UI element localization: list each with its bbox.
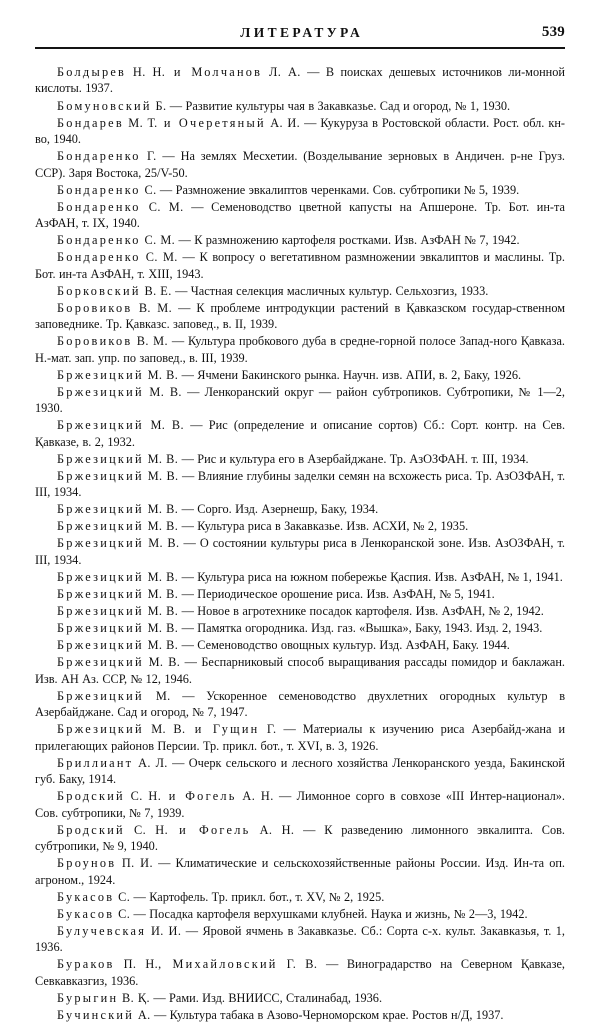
entry-author-surname: Бржезицкий (57, 603, 144, 618)
entry-author-initials: М. В. (143, 536, 180, 551)
entry-author-initials: Г. В. (277, 957, 318, 972)
entry-title: Периодическое орошение риса. Изв. АзФАН, № 5, 1941. (197, 586, 495, 601)
bibliography-entry (35, 518, 565, 534)
entry-dash: — (177, 250, 200, 265)
entry-author-initials: С. Н. (124, 789, 162, 804)
entry-author-surname: Бондаренко (57, 233, 141, 248)
bibliography-entry (35, 501, 565, 517)
entry-author-surname: Бржезицкий (57, 451, 144, 466)
entry-author-surname: Бураков (57, 957, 115, 972)
entry-author-initials: М. Т. (123, 115, 158, 130)
entry-author-surname: Бржезицкий (57, 502, 144, 517)
entry-author-initials: Г. (140, 149, 157, 164)
entry-title: Рис (определение и описание сортов) Сб.: Сорт. контр. на Сев. Қавказе, в. 2, 1932. (35, 418, 566, 449)
entry-author-initials: М. (143, 688, 171, 703)
bibliography-entry (35, 654, 565, 687)
entry-dash: — (167, 334, 189, 349)
entry-author-surname: Молчанов (191, 65, 263, 79)
bibliography-entry (35, 468, 565, 501)
entry-title: Культура пробкового дуба в средне-горной полосе Запад-ного Қавказа. Н.-мат. зап. упр. по заповед., в. III, 1939. (35, 334, 566, 365)
entry-author-conjunction: и (157, 115, 179, 130)
entry-author-initials: М. В. (143, 586, 179, 601)
entry-title: К размножению картофеля ростками. Изв. АзФАН № 7, 1942. (194, 233, 520, 248)
entry-dash: — (178, 367, 198, 382)
entry-author-initials: А. Н. (250, 822, 295, 837)
entry-dash: — (317, 957, 347, 972)
entry-author-initials: М. В. (143, 655, 181, 670)
entry-dash: — (156, 182, 176, 197)
entry-title: Семеноводство цветной капусты на Апшероне. Тр. Бот. ин-та АзФАН, т. IX, 1940. (35, 199, 565, 231)
entry-author-surname: Михайловский (172, 957, 278, 972)
bibliography-entry (35, 367, 565, 383)
entry-dash: — (181, 923, 203, 938)
entry-dash: — (166, 98, 186, 113)
entry-dash: — (171, 283, 191, 298)
entry-title: Беспарниковый способ выращивания рассады помидор и баклажан. Изв. АН Аз. ССР, № 12, 1946. (35, 655, 566, 686)
entry-title: Очерк сельского и лесного хозяйства Ленкоранского уезда, Бакинской губ. Баку, 1914. (35, 755, 565, 787)
entry-dash: — (300, 65, 326, 79)
entry-dash: — (179, 536, 200, 551)
bibliography-entry (35, 721, 565, 754)
entry-author-surname: Гущин (212, 722, 260, 737)
entry-author-initials: С. (114, 889, 131, 904)
entry-title: Частная селекция масличных культур. Сельхозгиз, 1933. (190, 283, 489, 298)
bibliography-entry (35, 1007, 565, 1023)
bibliography-entry (35, 755, 565, 788)
bibliography-entry (35, 569, 565, 585)
entry-title: Кукуруза в Ростовской области. Рост. обл. кн-во, 1940. (35, 115, 566, 146)
entry-author-surname: Бржезицкий (57, 688, 144, 703)
entry-title: Рами. Изд. ВНИИСС, Сталинабад, 1936. (169, 990, 383, 1005)
bibliography-entry (35, 182, 565, 198)
entry-title: Памятка огородника. Изд. газ. «Вышка», Баку, 1943. Изд. 2, 1943. (197, 621, 543, 636)
entry-author-initials: А. И. (265, 115, 301, 130)
entry-author-surname: Бродский (57, 822, 125, 837)
entry-author-surname: Фогель (185, 789, 237, 804)
entry-author-surname: Бржезицкий (57, 519, 144, 534)
entry-author-surname: Боровиков (57, 334, 133, 349)
entry-author-surname: Бржезицкий (57, 638, 144, 653)
bibliography-entry (35, 451, 565, 467)
entry-title: Размножение эвкалиптов черенками. Сов. субтропики № 5, 1939. (175, 182, 520, 197)
entry-author-initials: В. Е. (140, 283, 172, 298)
entry-author-initials: М. В. (143, 638, 179, 653)
entry-author-initials: С. М. (140, 199, 184, 214)
bibliography-entry (35, 637, 565, 653)
entry-author-surname: Бондаренко (57, 182, 141, 197)
entry-author-initials: А. Л. (133, 755, 168, 770)
bibliography-entry (35, 620, 565, 636)
bibliography-entry (35, 788, 565, 821)
entry-author-surname: Боровиков (57, 300, 133, 315)
bibliography-entry (35, 417, 565, 450)
entry-dash: — (178, 451, 198, 466)
entry-author-conjunction: и (168, 822, 199, 837)
entry-dash: — (178, 569, 198, 584)
entry-author-surname: Бурыгин (57, 990, 119, 1005)
bibliography-entry (35, 688, 565, 721)
entry-author-surname: Бондарев (57, 115, 124, 130)
entry-dash: — (178, 468, 198, 483)
entry-dash: — (181, 384, 205, 399)
entry-title: Ускоренное семеноводство двухлетних огородных культур в Азербайджане. Сад и огород, № 7, 1947. (35, 688, 566, 720)
bibliography-entry (35, 283, 565, 299)
bibliography-entry (35, 199, 565, 232)
bibliography-entry (35, 956, 565, 989)
entry-author-initials: А. Н. (236, 789, 274, 804)
page-number: 539 (541, 24, 565, 40)
bibliography-entry (35, 906, 565, 922)
bibliography-entry (35, 64, 565, 97)
entry-author-initials: М. В. (143, 468, 179, 483)
entry-author-initials: М. В. (143, 569, 179, 584)
bibliography-entry (35, 822, 565, 855)
entry-dash: — (178, 586, 198, 601)
entry-dash: — (170, 688, 207, 703)
entry-author-surname: Бржезицкий (57, 536, 144, 551)
entry-title: Культура риса в Закавказье. Изв. АСХИ, № 2, 1935. (197, 519, 469, 534)
entry-author-conjunction: и (161, 789, 186, 804)
entry-dash: — (294, 822, 325, 837)
entry-title: К проблеме интродукции растений в Қавказском государ-ственном заповеднике. Тр. Қавказс. заповед., в. II, 1939. (35, 300, 566, 332)
entry-title: О состоянии культуры риса в Ленкоранской зоне. Изв. АзОЗФАН, т. III, 1934. (35, 536, 565, 567)
bibliography-entry (35, 586, 565, 602)
entry-title: Культура риса на южном побережье Қаспия. Изв. АзФАН, № 1, 1941. (197, 569, 563, 584)
bibliography-entry (35, 889, 565, 905)
entry-author-surname: Бржезицкий (57, 586, 144, 601)
entry-title: Ленкоранский округ — район субтропиков. Субтропики, № 1—2, 1930. (35, 384, 565, 416)
entry-title: К вопросу о вегетативном размножении эвкалиптов и маслины. Тр. Бот. ин-та АзФАН, т. XIII, 1943. (35, 250, 566, 281)
bibliography-entry (35, 923, 565, 956)
bibliography-entry (35, 148, 565, 181)
entry-dash: — (183, 199, 212, 214)
entry-author-initials: М. В. (143, 384, 182, 399)
entry-dash: — (178, 621, 198, 636)
entry-dash: — (130, 906, 150, 921)
entry-author-initials: Б. (151, 98, 167, 113)
entry-author-initials: С. М. (140, 233, 176, 248)
entry-author-initials: М. В. (143, 519, 179, 534)
running-head (35, 24, 565, 46)
entry-author-surname: Бродский (57, 789, 125, 804)
entry-author-initials: В. М. (132, 334, 168, 349)
entry-author-initials: В. Қ. (118, 990, 150, 1005)
bibliography-entry (35, 249, 565, 282)
entry-author-surname: Букасов (57, 889, 115, 904)
entry-title: Рис и культура его в Азербайджане. Тр. АзОЗФАН. т. III, 1934. (197, 451, 529, 466)
entry-author-surname: Броунов (57, 856, 117, 871)
entry-author-surname: Бржезицкий (57, 384, 144, 399)
entry-title: Ячмени Бакинского рынка. Научн. изв. АПИ, в. 2, Баку, 1926. (197, 367, 522, 382)
entry-title: Влияние глубины заделки семян на всхожесть риса. Тр. АзОЗФАН, т. III, 1934. (35, 468, 566, 500)
entry-title: Виноградарство на Северном Қавказе, Севкавказгиз, 1936. (35, 957, 565, 988)
entry-author-initials: М. В. (143, 603, 179, 618)
entry-author-initials: Г. (259, 722, 277, 737)
entry-dash: — (152, 856, 176, 871)
entry-dash: — (178, 638, 198, 653)
entry-author-surname: Бриллиант (57, 755, 134, 770)
running-head-title: ЛИТЕРАТУРА (240, 25, 364, 40)
entry-dash: — (150, 1007, 170, 1022)
entry-author-surname: Булучевская (57, 923, 147, 938)
entry-author-surname: Бондаренко (57, 250, 141, 265)
entry-author-surname: Бржезицкий (57, 655, 144, 670)
bibliography-entry (35, 98, 565, 114)
entry-title: Сорго. Изд. Азернешр, Баку, 1934. (197, 502, 379, 517)
entry-author-initials: С. (140, 182, 157, 197)
entry-author-initials: Л. А. (262, 65, 301, 79)
entry-dash: — (178, 502, 198, 517)
entry-title: Материалы к изучению риса Азербайд-жана и прилегающих районов Персии. Тр. прикл. бот., т. XVI, в. 3, 1926. (35, 722, 566, 753)
entry-author-surname: Бучинский (57, 1007, 135, 1022)
bibliography-entry (35, 115, 565, 148)
entry-title: В поисках дешевых источников ли-монной кислоты. 1937. (35, 65, 565, 96)
entry-title: К разведению лимонного эвкалипта. Сов. субтропики, № 9, 1940. (35, 822, 565, 854)
entry-author-surname: Бомуновский (57, 98, 152, 113)
entry-author-surname: Очеретяный (178, 115, 266, 130)
entry-author-surname: Бржезицкий (57, 621, 144, 636)
entry-author-surname: Бржезицкий (57, 468, 144, 483)
entry-author-surname: Бондаренко (57, 199, 141, 214)
entry-dash: — (178, 603, 198, 618)
entry-author-initials: Н. Н. (126, 65, 166, 79)
entry-title: Лимонное сорго в совхозе «III Интер-национал». Сов. субтропики, № 7, 1939. (35, 789, 565, 820)
entry-title: Культура табака в Азово-Черноморском крае. Ростов н/Д, 1937. (169, 1007, 504, 1022)
entry-author-conjunction (162, 957, 173, 971)
entry-author-initials: М. В. (143, 502, 179, 517)
entry-author-initials: П. И. (116, 856, 153, 871)
entry-author-surname: Букасов (57, 906, 115, 921)
bibliography-entry (35, 300, 565, 333)
entry-author-initials: М. В. (143, 451, 179, 466)
entry-dash: — (167, 755, 189, 770)
entry-author-initials: С. Н. (124, 822, 169, 837)
entry-author-initials: А. (134, 1007, 151, 1022)
entry-author-surname: Борковский (57, 283, 141, 298)
entry-dash: — (184, 418, 209, 433)
entry-title: Новое в агротехнике посадок картофеля. Изв. АзФАН, № 2, 1942. (197, 603, 544, 618)
entry-author-surname: Болдырев (57, 65, 127, 79)
entry-title: Климатические и сельскохозяйственные районы России. Изд. Ин-та оп. агроном., 1924. (35, 856, 566, 887)
entry-author-initials: П. Н., (114, 957, 162, 972)
entry-dash: — (175, 233, 195, 248)
entry-dash: — (276, 722, 303, 737)
entry-dash: — (273, 789, 297, 804)
entry-author-initials: М. В. (143, 621, 179, 636)
entry-author-initials: И. И. (146, 923, 182, 938)
entry-title: Картофель. Тр. прикл. бот., т. XV, № 2, 1925. (149, 889, 385, 904)
entry-title: Посадка картофеля верхушками клубней. Наука и жизнь, № 2—3, 1942. (149, 906, 528, 921)
entry-dash: — (156, 149, 181, 164)
entry-author-conjunction: и (165, 65, 192, 79)
entry-author-surname: Бондаренко (57, 149, 141, 164)
entry-author-surname: Бржезицкий (57, 722, 144, 737)
header-rule (35, 47, 565, 49)
bibliography-entry (35, 384, 565, 417)
entry-dash: — (178, 519, 198, 534)
entry-author-surname: Бржезицкий (57, 569, 144, 584)
entry-title: На землях Месхетии. (Возделывание зерновых в Андичен. р-не Груз. ССР). Заря Востока, 25/V-50. (35, 149, 566, 180)
entry-author-surname: Бржезицкий (57, 418, 144, 433)
entry-dash: — (300, 115, 321, 130)
bibliography-entry (35, 603, 565, 619)
entry-dash: — (149, 990, 170, 1005)
entry-author-conjunction: и (185, 722, 213, 737)
bibliography-entry (35, 990, 565, 1006)
entry-author-initials: С. (114, 906, 131, 921)
entry-dash: — (180, 655, 202, 670)
bibliography-entry (35, 232, 565, 248)
bibliography-entry (35, 333, 565, 366)
entry-title: Семеноводство овощных культур. Изд. АзФАН, Баку. 1944. (197, 638, 510, 653)
entry-author-initials: М. В. (143, 722, 186, 737)
entry-author-surname: Бржезицкий (57, 367, 144, 382)
bibliography-entry (35, 535, 565, 568)
entry-title: Яровой ячмень в Закавказье. Сб.: Сорта с-х. культ. Закавказья, т. 1, 1936. (35, 923, 565, 955)
entry-author-initials: С. М. (140, 250, 178, 265)
bibliography-list (35, 64, 565, 1024)
entry-dash: — (172, 300, 197, 315)
entry-dash: — (130, 889, 150, 904)
bibliography-entry (35, 855, 565, 888)
entry-author-initials: М. В. (143, 418, 184, 433)
entry-title: Развитие культуры чая в Закавказье. Сад и огород, № 1, 1930. (185, 98, 511, 113)
entry-author-initials: В. М. (132, 300, 173, 315)
entry-author-initials: М. В. (143, 367, 179, 382)
entry-author-surname: Фогель (199, 822, 251, 837)
